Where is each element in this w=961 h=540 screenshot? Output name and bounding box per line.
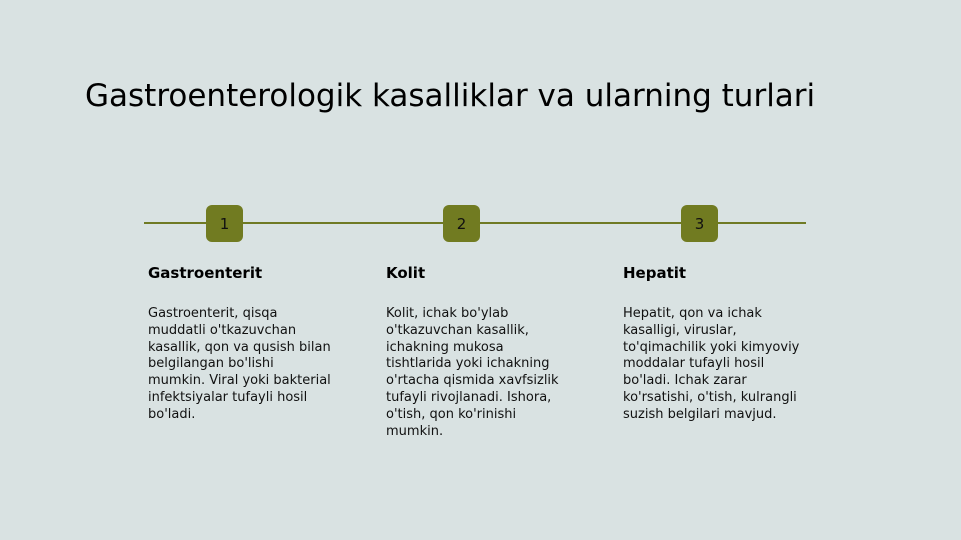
step-description: Hepatit, qon va ichak kasalligi, viruslar, to'qimachilik yoki kimyoviy moddalar tufayli hosil bo'ladi. Ichak zarar ko'rsatishi, o'tish, kulrangli suzish belgilari mavjud. <box>623 306 800 422</box>
slide-title: Gastroenterologik kasalliklar va ularning turlari <box>85 78 816 114</box>
step-heading: Kolit <box>386 264 426 282</box>
step-badge-1: 1 <box>206 205 243 242</box>
step-column-3 <box>623 264 838 424</box>
step-column-2 <box>386 264 601 440</box>
step-heading: Hepatit <box>623 264 687 282</box>
step-description: Gastroenterit, qisqa muddatli o'tkazuvchan kasallik, qon va qusish bilan belgilangan bo'lishi mumkin. Viral yoki bakterial infektsiyalar tufayli hosil bo'ladi. <box>148 306 331 422</box>
step-description: Kolit, ichak bo'ylab o'tkazuvchan kasallik, ichakning mukosa tishtlarida yoki ichakning o'rtacha qismida xavfsizlik tufayli rivojlanadi. Ishora, o'tish, qon ko'rinishi mumkin. <box>386 306 559 439</box>
step-badge-3: 3 <box>681 205 718 242</box>
step-column-1 <box>148 264 363 424</box>
step-heading: Gastroenterit <box>148 264 263 282</box>
step-badge-2: 2 <box>443 205 480 242</box>
